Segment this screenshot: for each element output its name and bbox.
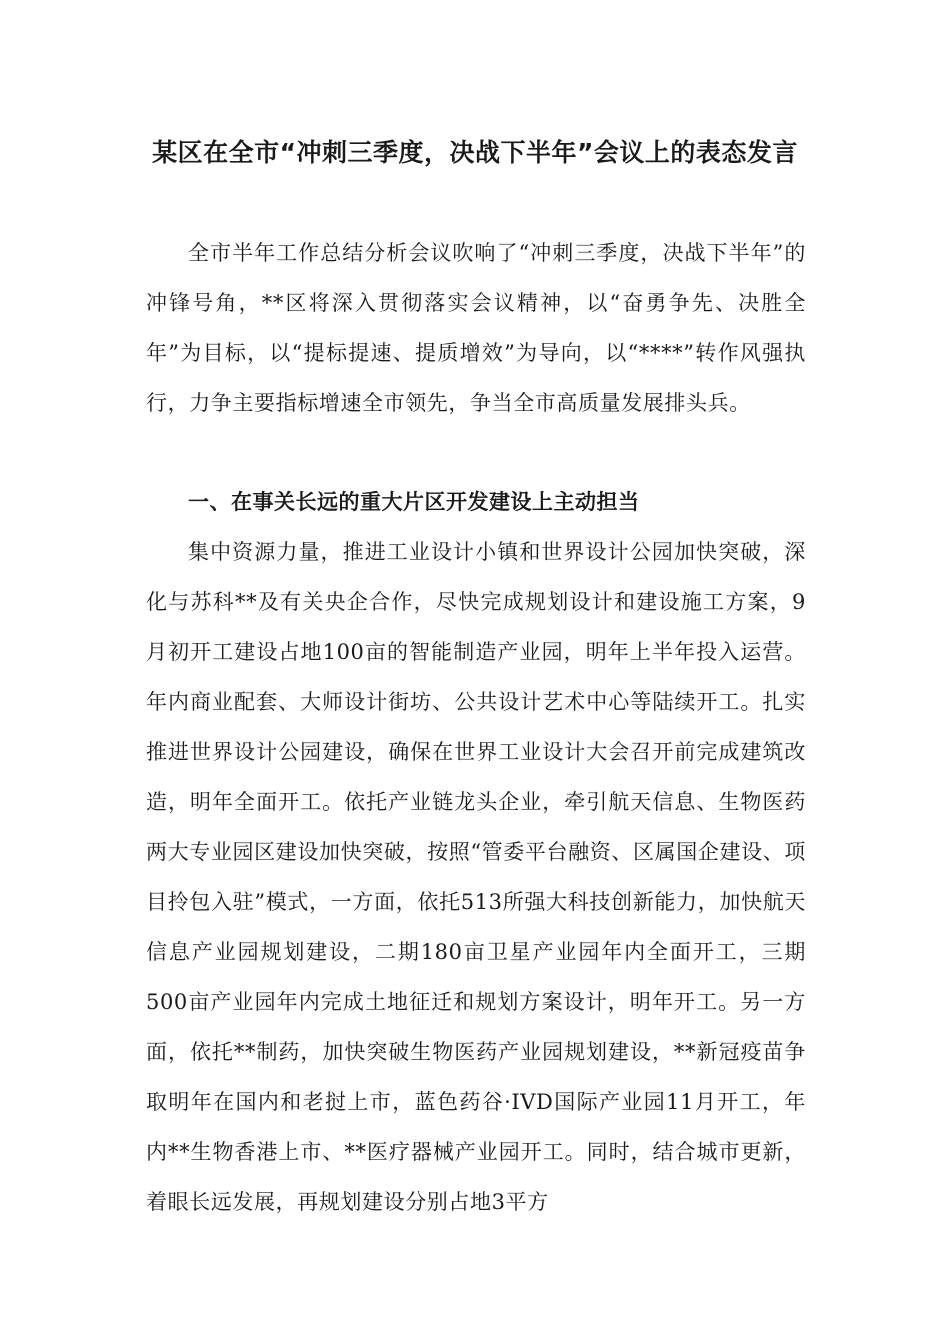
document-title: 某区在全市“冲刺三季度，决战下半年”会议上的表态发言	[152, 138, 798, 167]
intro-paragraph: 全市半年工作总结分析会议吹响了“冲刺三季度，决战下半年”的冲锋号角，**区将深入贯彻落实会议精神，以“奋勇争先、决胜全年”为目标，以“提标提速、提质增效”为导向，以“****”转作风强执行，力争主要指标增速全市领先，争当全市高质量发展排头兵。	[146, 241, 806, 415]
section-heading-1: 一、在事关长远的重大片区开发建设上主动担当	[188, 490, 640, 514]
section-1-paragraph: 集中资源力量，推进工业设计小镇和世界设计公园加快突破，深化与苏科**及有关央企合作，尽快完成规划设计和建设施工方案，9月初开工建设占地100亩的智能制造产业园，明年上半年投入运营。年内商业配套、大师设计街坊、公共设计艺术中心等陆续开工。扎实推进世界设计公园建设，确保在世界工业设计大会召开前完成建筑改造，明年全面开工。依托产业链龙头企业，牵引航天信息、生物医药两大专业园区建设加快突破，按照“管委平台融资、区属国企建设、项目拎包入驻”模式，一方面，依托513所强大科技创新能力，加快航天信息产业园规划建设，二期180亩卫星产业园年内全面开工，三期500亩产业园年内完成土地征迁和规划方案设计，明年开工。另一方面，依托**制药，加快突破生物医药产业园规划建设，**新冠疫苗争取明年在国内和老挝上市，蓝色药谷·IVD国际产业园11月开工，年内**生物香港上市、**医疗器械产业园开工。同时，结合城市更新，着眼长远发展，再规划建设分别占地3平方	[146, 540, 806, 1214]
